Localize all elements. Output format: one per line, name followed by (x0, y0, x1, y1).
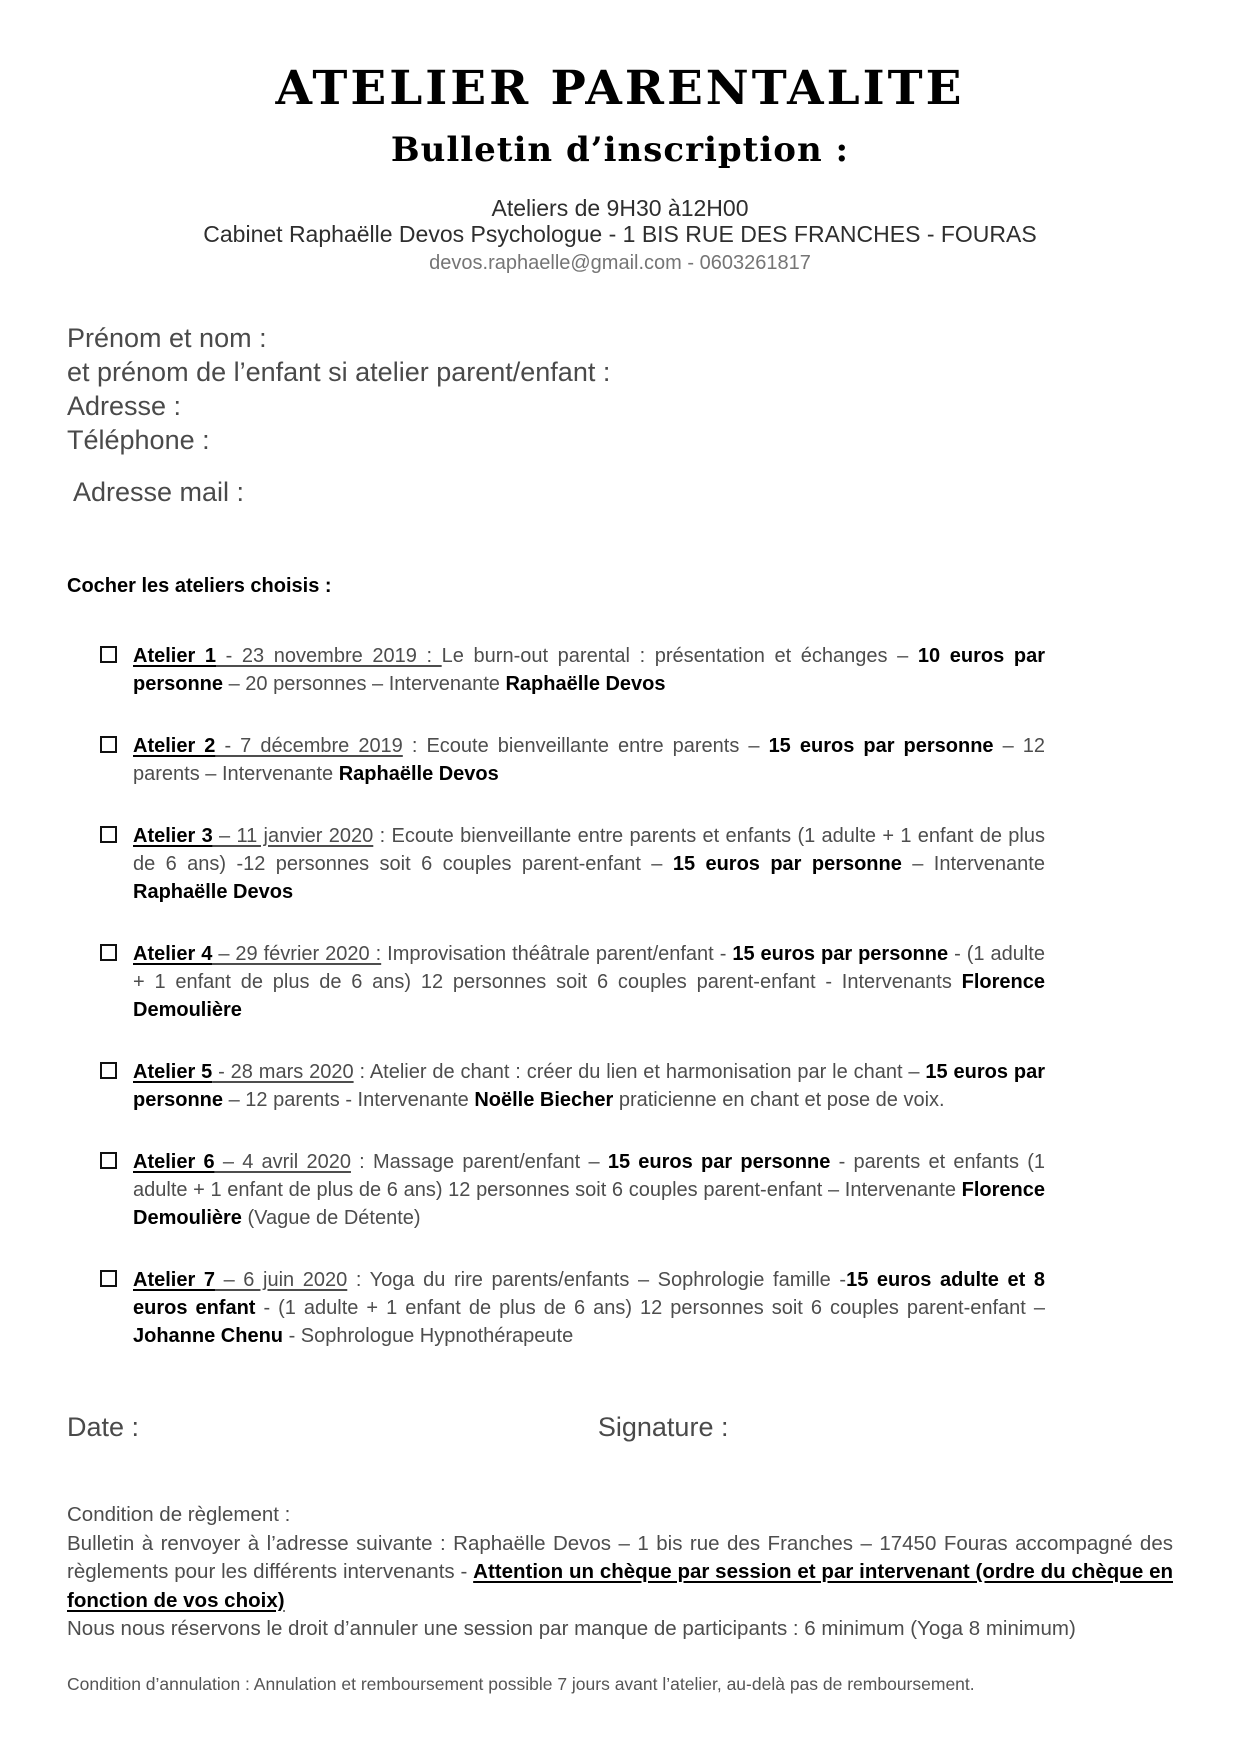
workshop-schedule: Ateliers de 9H30 à12H00 (491, 195, 749, 222)
conditions-footer (67, 1501, 1173, 1698)
form-header (67, 61, 1173, 275)
workshop-3-checkbox[interactable] (100, 826, 117, 843)
workshop-item-7 (67, 1266, 1173, 1350)
workshop-1-description: Atelier 1 - 23 novembre 2019 : Le burn-out parental : présentation et échanges – 10 euros par personne – 20 personnes – Intervenante Raphaëlle Devos (133, 645, 1045, 696)
workshop-item-5 (67, 1058, 1173, 1114)
annulation-condition: Condition d’annulation : Annulation et remboursement possible 7 jours avant l’atelier, au-delà pas de remboursement. (67, 1673, 975, 1694)
workshop-item-6 (67, 1148, 1173, 1232)
identity-fields (67, 321, 1173, 509)
workshop-item-4 (67, 940, 1173, 1024)
workshop-3-description: Atelier 3 – 11 janvier 2020 : Ecoute bienveillante entre parents et enfants (1 adulte + 1 enfant de plus de 6 ans) -12 personnes soit 6 couples parent-enfant – 15 euros par personne – Intervenante Raphaëlle Devos (133, 825, 1045, 904)
workshop-5-description: Atelier 5 - 28 mars 2020 : Atelier de chant : créer du lien et harmonisation par le chant – 15 euros par personne – 12 parents - Intervenante Noëlle Biecher praticienne en chant et pose de voix. (133, 1061, 1045, 1112)
workshop-1-checkbox[interactable] (100, 646, 117, 663)
workshop-item-1 (67, 642, 1173, 698)
workshop-2-checkbox[interactable] (100, 736, 117, 753)
child-name-field-label[interactable]: et prénom de l’enfant si atelier parent/enfant : (67, 357, 611, 388)
workshop-item-2 (67, 732, 1173, 788)
email-field-label[interactable]: Adresse mail : (73, 477, 245, 508)
date-signature-row (67, 1412, 1173, 1443)
workshop-6-description: Atelier 6 – 4 avril 2020 : Massage parent/enfant – 15 euros par personne - parents et enfants (1 adulte + 1 enfant de plus de 6 ans) 12 personnes soit 6 couples parent-enfant – Intervenante Florence Demoulière (Vague de Détente) (133, 1151, 1045, 1230)
contact-email-phone: devos.raphaelle@gmail.com - 0603261817 (429, 252, 811, 275)
payment-condition-title: Condition de règlement : (67, 1503, 291, 1527)
workshop-4-checkbox[interactable] (100, 944, 117, 961)
name-field-label[interactable]: Prénom et nom : (67, 323, 267, 354)
cabinet-address: Cabinet Raphaëlle Devos Psychologue - 1 BIS RUE DES FRANCHES - FOURAS (203, 221, 1037, 248)
page-title: ATELIER PARENTALITE (275, 61, 965, 116)
check-workshops-instruction: Cocher les ateliers choisis : (67, 575, 332, 598)
workshop-4-description: Atelier 4 – 29 février 2020 : Improvisation théâtrale parent/enfant - 15 euros par personne - (1 adulte + 1 enfant de plus de 6 ans) 12 personnes soit 6 couples parent-enfant - Intervenants Florence Demoulière (133, 943, 1045, 1022)
signature-field-label[interactable]: Signature : (597, 1412, 729, 1443)
phone-field-label[interactable]: Téléphone : (67, 425, 210, 456)
workshop-2-description: Atelier 2 - 7 décembre 2019 : Ecoute bienveillante entre parents – 15 euros par personne – 12 parents – Intervenante Raphaëlle Devos (133, 735, 1046, 786)
workshop-6-checkbox[interactable] (100, 1152, 117, 1169)
workshop-list (67, 642, 1173, 1350)
workshop-item-3 (67, 822, 1173, 906)
session-cancellation-note: Nous nous réservons le droit d’annuler une session par manque de participants : 6 minimum (Yoga 8 minimum) (67, 1617, 1076, 1641)
payment-instructions: Bulletin à renvoyer à l’adresse suivante : Raphaëlle Devos – 1 bis rue des Franches – 17450 Fouras accompagné des règlements pour les différents intervenants - Attention un chèque par session et par intervenant (ordre du chèque en fonction de vos choix) (67, 1531, 1173, 1612)
date-field-label[interactable]: Date : (67, 1412, 140, 1443)
address-field-label[interactable]: Adresse : (67, 391, 182, 422)
page-subtitle: Bulletin d’inscription : (390, 130, 850, 171)
workshop-5-checkbox[interactable] (100, 1062, 117, 1079)
workshop-7-description: Atelier 7 – 6 juin 2020 : Yoga du rire parents/enfants – Sophrologie famille -15 euros adulte et 8 euros enfant - (1 adulte + 1 enfant de plus de 6 ans) 12 personnes soit 6 couples parent-enfant – Johanne Chenu - Sophrologue Hypnothérapeute (133, 1269, 1045, 1348)
workshop-7-checkbox[interactable] (100, 1270, 117, 1287)
